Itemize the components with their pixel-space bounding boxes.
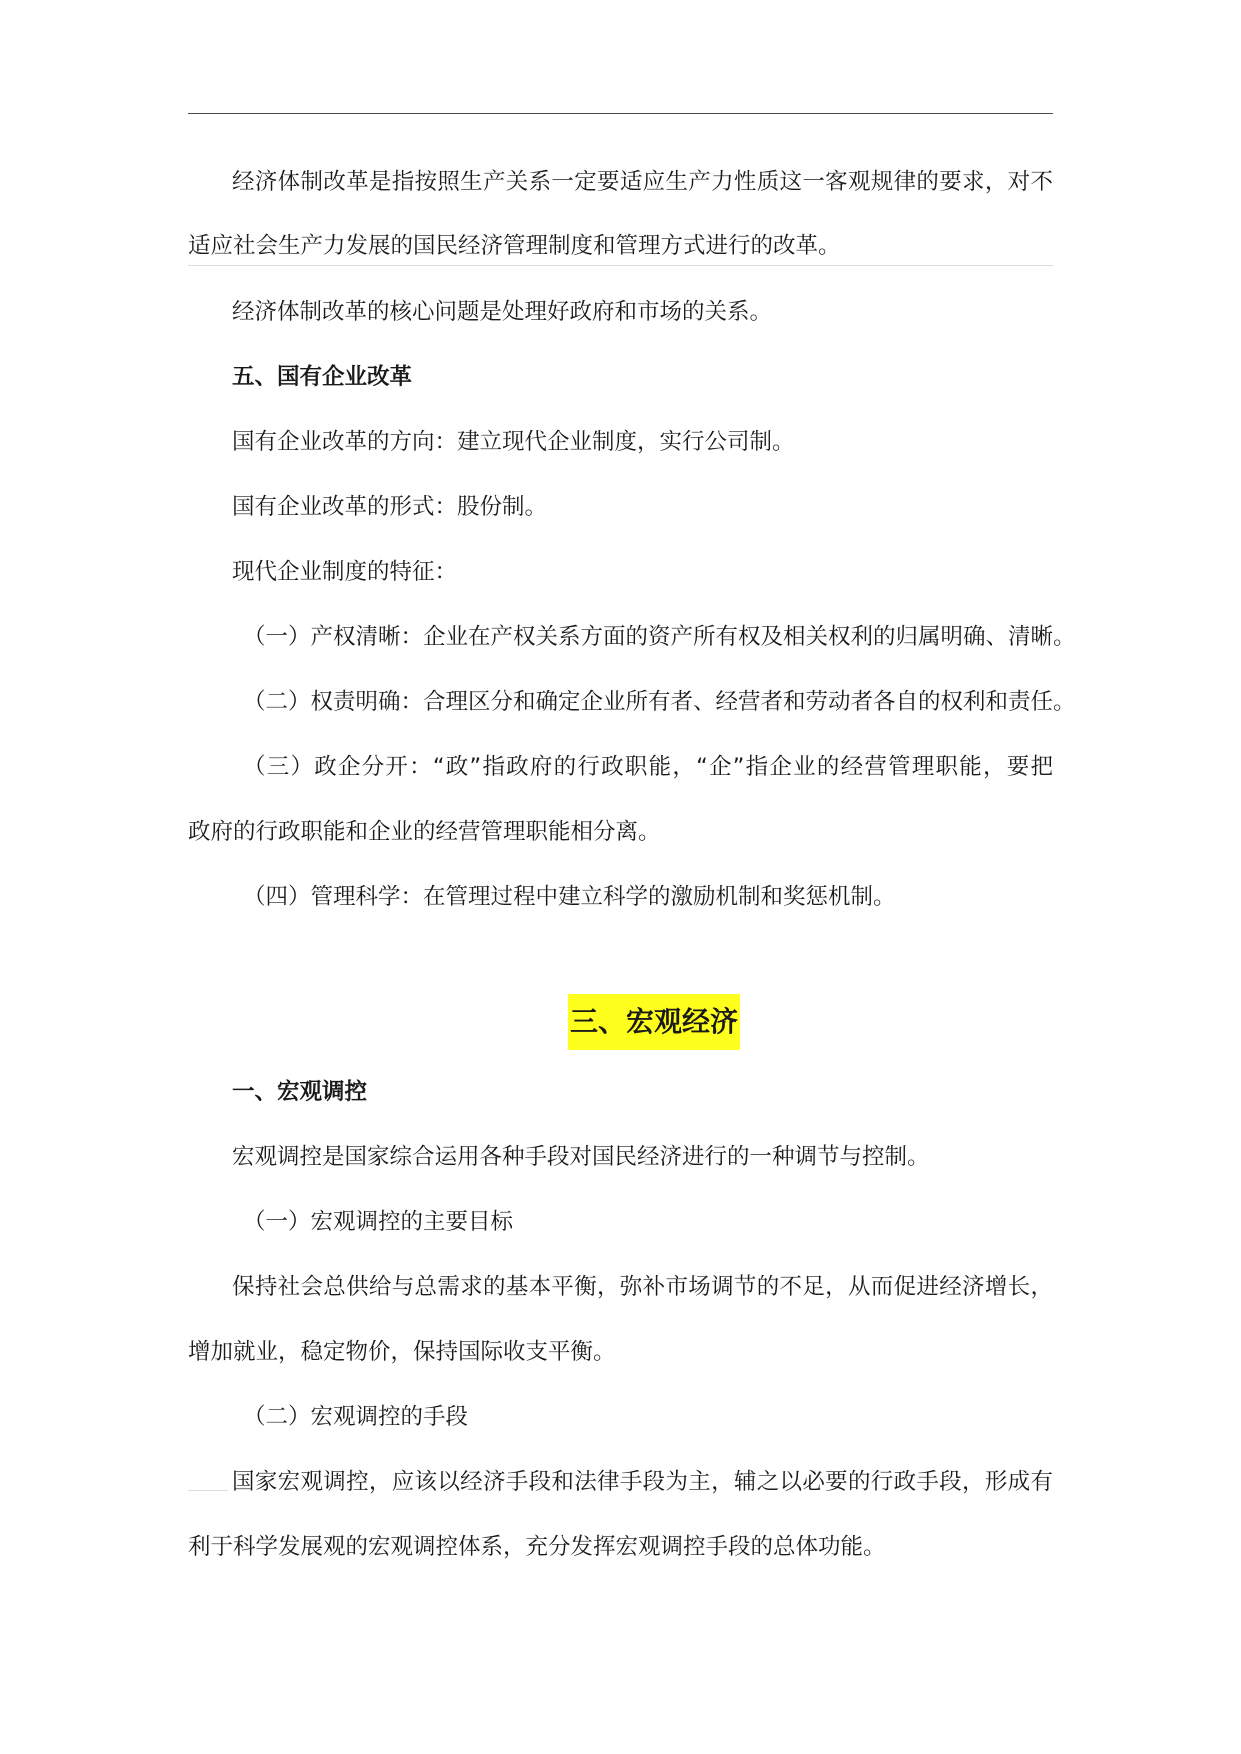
- subheading-macro-means: （二）宏观调控的手段: [243, 1404, 469, 1430]
- divider-line: [188, 265, 1053, 266]
- header-rule: [188, 113, 1053, 114]
- paragraph-macro-definition: 宏观调控是国家综合运用各种手段对国民经济进行的一种调节与控制。: [232, 1144, 930, 1170]
- feature-separation-line1: （三）政企分开：“政”指政府的行政职能，“企”指企业的经营管理职能，要把: [243, 754, 1053, 780]
- paragraph-macro-means-line1: 国家宏观调控，应该以经济手段和法律手段为主，辅之以必要的行政手段，形成有: [232, 1469, 1053, 1495]
- feature-scientific-management: （四）管理科学：在管理过程中建立科学的激励机制和奖惩机制。: [243, 884, 896, 910]
- feature-responsibility: （二）权责明确：合理区分和确定企业所有者、经营者和劳动者各自的权利和责任。: [243, 689, 1076, 715]
- paragraph-macro-means-line2: 利于科学发展观的宏观调控体系，充分发挥宏观调控手段的总体功能。: [188, 1534, 886, 1560]
- paragraph-soe-form: 国有企业改革的形式：股份制。: [232, 494, 548, 520]
- paragraph-modern-enterprise: 现代企业制度的特征：: [232, 559, 458, 585]
- feature-separation-line2: 政府的行政职能和企业的经营管理职能相分离。: [188, 819, 661, 845]
- paragraph-macro-goals-line1: 保持社会总供给与总需求的基本平衡，弥补市场调节的不足，从而促进经济增长，: [232, 1274, 1053, 1300]
- paragraph-soe-direction: 国有企业改革的方向：建立现代企业制度，实行公司制。: [232, 429, 795, 455]
- divider-line: [188, 1490, 228, 1491]
- paragraph-reform-core: 经济体制改革的核心问题是处理好政府和市场的关系。: [232, 299, 773, 325]
- paragraph-reform-definition-line1: 经济体制改革是指按照生产关系一定要适应生产力性质这一客观规律的要求，对不: [232, 169, 1053, 195]
- heading-macro-control: 一、宏观调控: [232, 1079, 368, 1105]
- paragraph-reform-definition-line2: 适应社会生产力发展的国民经济管理制度和管理方式进行的改革。: [188, 233, 841, 259]
- heading-soe-reform: 五、国有企业改革: [232, 364, 413, 390]
- paragraph-macro-goals-line2: 增加就业，稳定物价，保持国际收支平衡。: [188, 1339, 616, 1365]
- section-title-macroeconomy: 三、宏观经济: [568, 994, 740, 1050]
- subheading-macro-goals: （一）宏观调控的主要目标: [243, 1209, 514, 1235]
- feature-property-rights: （一）产权清晰：企业在产权关系方面的资产所有权及相关权利的归属明确、清晰。: [243, 624, 1076, 650]
